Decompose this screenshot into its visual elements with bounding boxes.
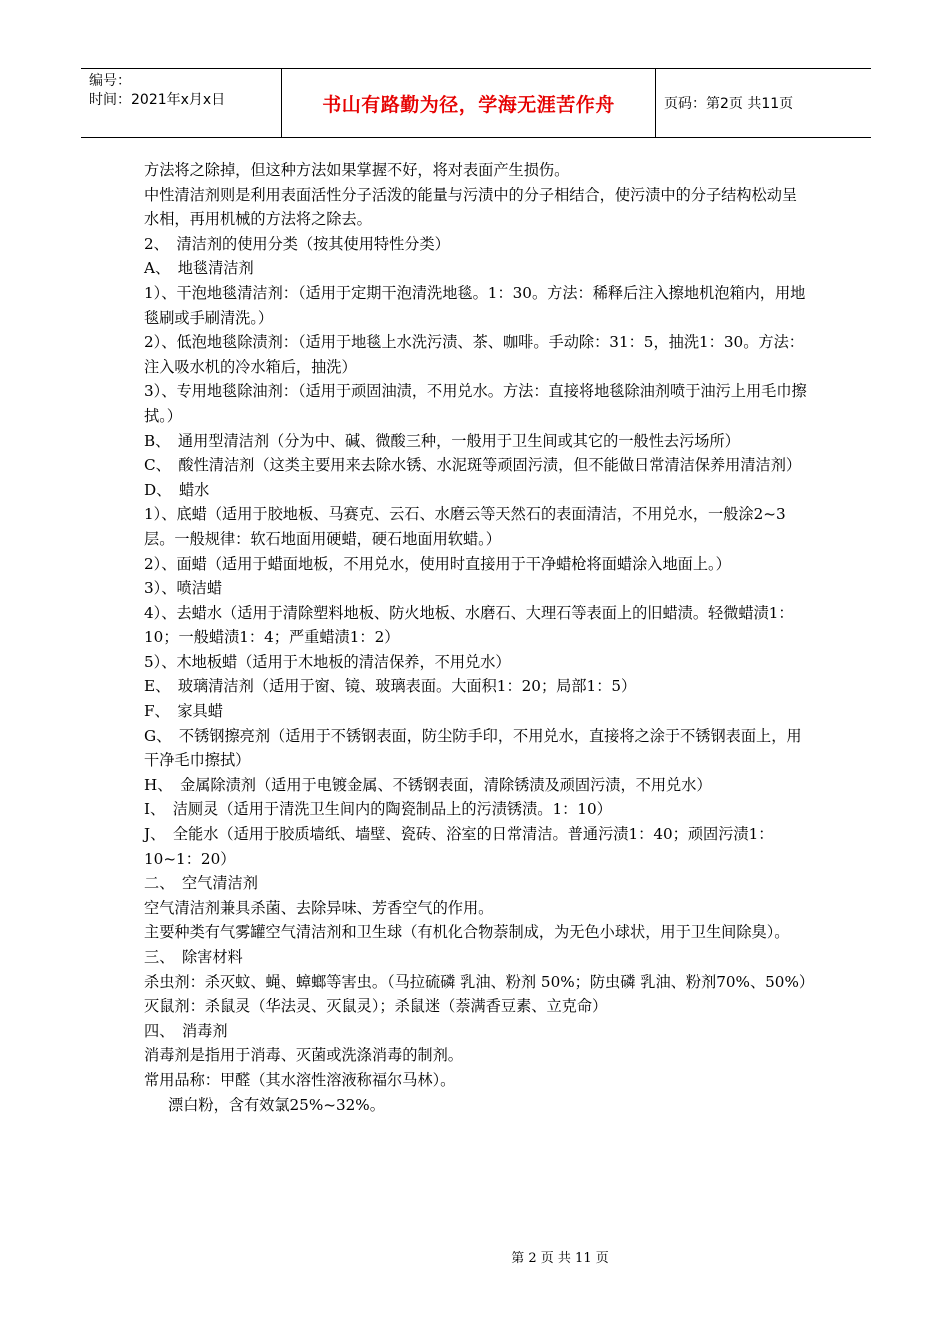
paragraph: H、 金属除渍剂（适用于电镀金属、不锈钢表面，清除锈渍及顽固污渍，不用兑水） bbox=[144, 775, 712, 794]
paragraph: 1）、干泡地毯清洁剂：（适用于定期干泡清洗地毯。1：30。方法：稀释后注入擦地机泡箱内，用地毯刷或手刷清洗。） bbox=[144, 283, 806, 327]
paragraph: 灭鼠剂：杀鼠灵（华法灵、灭鼠灵）；杀鼠迷（萘满香豆素、立克命） bbox=[144, 997, 608, 1016]
paragraph: E、 玻璃清洁剂（适用于窗、镜、玻璃表面。大面积1：20；局部1：5） bbox=[144, 677, 637, 696]
section-heading: 二、 空气清洁剂 bbox=[144, 874, 258, 893]
paragraph: 常用品称：甲醛（其水溶性溶液称福尔马林）。 bbox=[144, 1070, 456, 1089]
document-number-label: 编号： bbox=[89, 73, 131, 89]
paragraph: 消毒剂是指用于消毒、灭菌或洗涤消毒的制剂。 bbox=[144, 1046, 463, 1065]
paragraph: 主要种类有气雾罐空气清洁剂和卫生球（有机化合物萘制成，为无色小球状，用于卫生间除臭）。 bbox=[144, 923, 790, 942]
paragraph: 1）、底蜡（适用于胶地板、马赛克、云石、水磨云等天然石的表面清洁，不用兑水，一般涂2~3层。一般规律：软石地面用硬蜡，硬石地面用软蜡。） bbox=[144, 505, 786, 548]
paragraph: G、 不锈钢擦亮剂（适用于不锈钢表面，防尘防手印，不用兑水，直接将之涂于不锈钢表面上，用干净毛巾擦拭） bbox=[144, 726, 802, 770]
paragraph: 2）、低泡地毯除渍剂：（适用于地毯上水洗污渍、茶、咖啡。手动除：31：5，抽洗1：30。方法：注入吸水机的冷水箱后，抽洗） bbox=[144, 333, 804, 376]
section-heading: 三、 除害材料 bbox=[144, 948, 243, 966]
document-time-label: 时间：2021年x月x日 bbox=[89, 92, 226, 108]
section-heading: F、 家具蜡 bbox=[144, 702, 223, 721]
paragraph: 方法将之除掉，但这种方法如果掌握不好，将对表面产生损伤。 bbox=[144, 161, 570, 179]
paragraph: J、 全能水（适用于胶质墙纸、墙壁、瓷砖、浴室的日常清洁。普通污渍1：40；顽固污渍1：10~1：20） bbox=[144, 825, 774, 868]
paragraph: 4）、去蜡水（适用于清除塑料地板、防火地板、水磨石、大理石等表面上的旧蜡渍。轻微蜡渍1：10；一般蜡渍1：4；严重蜡渍1：2） bbox=[144, 603, 794, 647]
document-body bbox=[144, 158, 815, 1117]
paragraph: I、 洁厕灵（适用于清洗卫生间内的陶瓷制品上的污渍锈渍。1：10） bbox=[144, 800, 612, 819]
section-heading: D、 蜡水 bbox=[144, 480, 210, 499]
paragraph: 杀虫剂：杀灭蚊、蝇、蟑螂等害虫。（马拉硫磷 乳油、粉剂 50%；防虫磷 乳油、粉剂70%、50%） bbox=[144, 972, 815, 991]
paragraph: 漂白粉，含有效氯25%~32%。 bbox=[168, 1095, 385, 1114]
section-heading: 2、 清洁剂的使用分类（按其使用特性分类） bbox=[144, 234, 450, 253]
paragraph: 空气清洁剂兼具杀菌、去除异味、芳香空气的作用。 bbox=[144, 898, 494, 917]
page-header bbox=[81, 68, 871, 138]
paragraph: 中性清洁剂则是利用表面活性分子活泼的能量与污渍中的分子相结合，使污渍中的分子结构松动呈水相，再用机械的方法将之除去。 bbox=[144, 185, 798, 229]
paragraph: 3）、喷洁蜡 bbox=[144, 579, 223, 598]
paragraph: 5）、木地板蜡（适用于木地板的清洁保养，不用兑水） bbox=[144, 652, 511, 671]
header-page-info: 页码：第2页 共11页 bbox=[664, 96, 794, 112]
header-motto: 书山有路勤为径，学海无涯苦作舟 bbox=[282, 69, 656, 137]
section-heading: 四、 消毒剂 bbox=[144, 1021, 228, 1040]
header-meta bbox=[81, 69, 282, 137]
paragraph: 2）、面蜡（适用于蜡面地板，不用兑水，使用时直接用于干净蜡枪将面蜡涂入地面上。） bbox=[144, 554, 731, 573]
paragraph: B、 通用型清洁剂（分为中、碱、微酸三种，一般用于卫生间或其它的一般性去污场所） bbox=[144, 431, 740, 450]
paragraph: C、 酸性清洁剂（这类主要用来去除水锈、水泥斑等顽固污渍，但不能做日常清洁保养用清洁剂） bbox=[144, 456, 802, 475]
page-footer: 第 2 页 共 11 页 bbox=[511, 1251, 609, 1266]
paragraph: 3）、专用地毯除油剂：（适用于顽固油渍，不用兑水。方法：直接将地毯除油剂喷于油污上用毛巾擦拭。） bbox=[144, 382, 807, 425]
section-heading: A、 地毯清洁剂 bbox=[144, 259, 254, 278]
